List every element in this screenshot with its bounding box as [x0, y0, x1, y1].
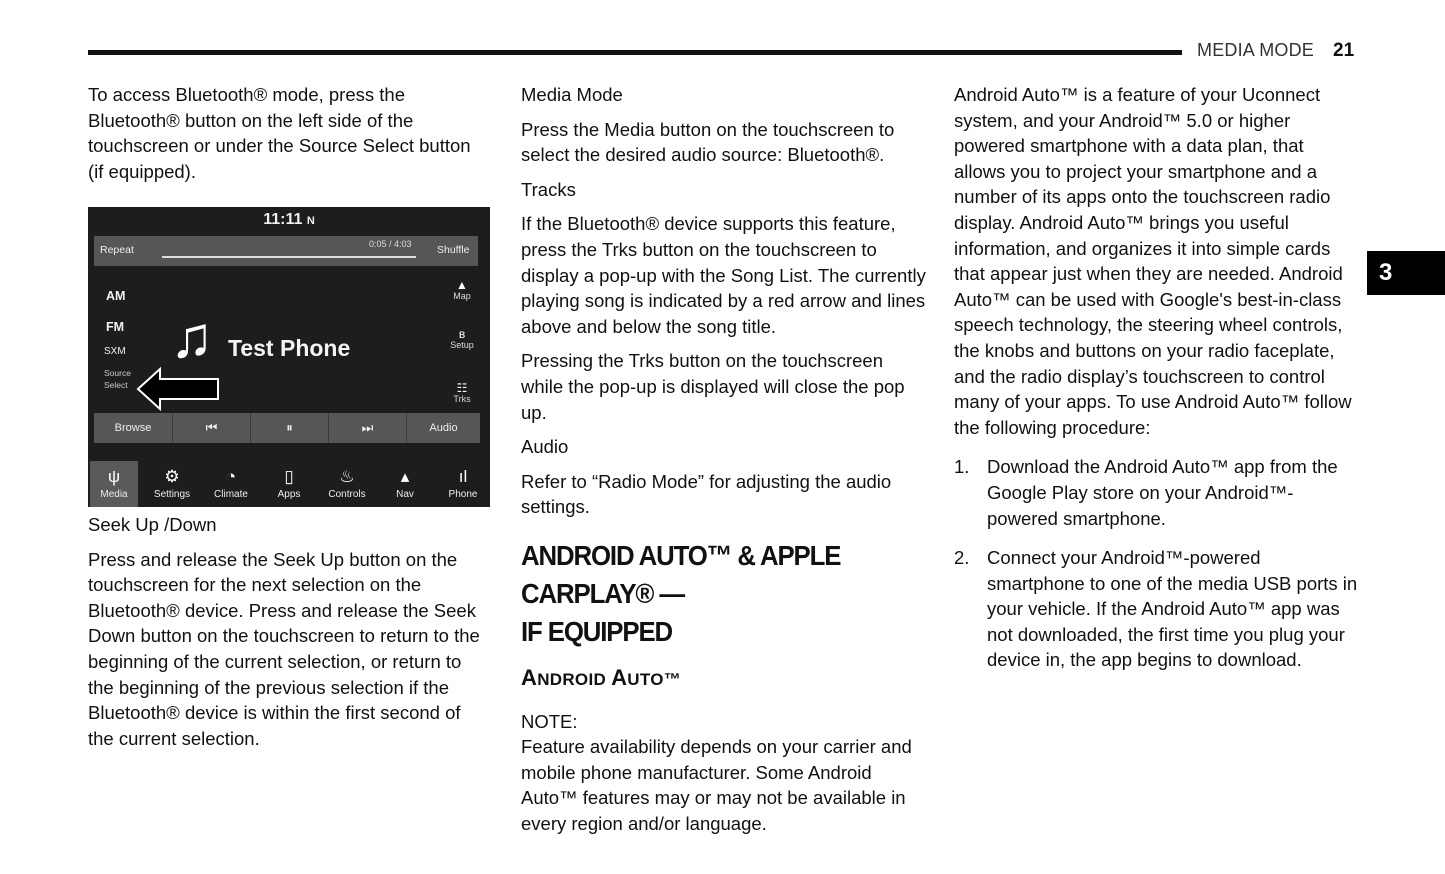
- screen-browse-button: Browse: [114, 422, 152, 434]
- screen-progress-line: [162, 256, 416, 258]
- pause-icon: ⏸: [286, 420, 293, 435]
- screen-source-select-label: Source Select: [104, 368, 131, 390]
- gear-icon: ⚙: [164, 467, 180, 486]
- screen-audio-button: Audio: [429, 422, 458, 434]
- tracks-paragraph: If the Bluetooth® device supports this feature, press the Trks button on the touchscreen to display a pop-up with the Song List. The currently playing song is indicated by a red arrow and lines above and below the song title.: [521, 213, 926, 337]
- procedure-list: [954, 454, 1359, 673]
- screen-trks-button: ☷ Trks: [444, 382, 480, 404]
- screen-nav-settings: ⚙ Settings: [144, 465, 200, 500]
- running-header-section: MEDIA MODE: [1197, 40, 1315, 60]
- list-item: 1. Download the Android Auto™ app from the Google Play store on your Android™-powered smartphone.: [954, 456, 1338, 529]
- column-1-lower: [88, 512, 490, 751]
- screen-setup-button: ʙ Setup: [444, 328, 480, 350]
- screen-track-title: Test Phone: [228, 335, 351, 361]
- screen-nav-nav: ▴ Nav: [377, 465, 433, 500]
- page-number: 21: [1333, 40, 1355, 61]
- screen-progress-bar: [94, 236, 478, 266]
- apps-icon: ▯: [284, 467, 294, 486]
- usb-icon: ψ: [107, 467, 121, 486]
- media-mode-paragraph: Press the Media button on the touchscreen to select the desired audio source: Bluetooth®.: [521, 118, 895, 166]
- seek-heading: Seek Up /Down: [88, 514, 217, 535]
- navigation-icon: ▴: [400, 467, 410, 486]
- audio-paragraph: Refer to “Radio Mode” for adjusting the audio settings.: [521, 470, 892, 518]
- android-auto-intro-paragraph: Android Auto™ is a feature of your Uconnect system, and your Android™ 5.0 or higher powered smartphone with a data plan, that allows you to project your smartphone and a number of its apps onto the touchscreen radio display. Android Auto™ brings you useful information, and organizes it into simple cards that appear just when they are needed. Android Auto™ can be used with Google's best-in-class speech technology, the steering wheel controls, the knobs and buttons on your radio faceplate, and the radio display’s touchscreen to control many of your apps. To use Android Auto™ follow the following procedure:: [954, 84, 1352, 438]
- media-mode-heading: Media Mode: [521, 84, 623, 105]
- column-1: [88, 82, 490, 184]
- android-carplay-section: [521, 537, 926, 837]
- android-auto-subheading: ANDROID AUTO™: [521, 665, 682, 690]
- screen-source-am: AM: [106, 289, 126, 303]
- previous-track-icon: ⏮: [205, 420, 218, 435]
- seek-paragraph: Press and release the Seek Up button on the touchscreen for the next selection on the Bluetooth® device. Press and release the Seek Down button on the touchscreen to return to the beginning of the current selection, or return to the beginning of the previous selection if the Bluetooth® device is within the first second of the current selection.: [88, 548, 480, 749]
- seat-heat-icon: ♨: [339, 467, 355, 486]
- screen-nav-controls: ♨ Controls: [319, 465, 375, 500]
- column-2: [521, 82, 926, 520]
- map-icon: ▲: [456, 278, 468, 292]
- audio-heading: Audio: [521, 436, 569, 458]
- list-icon: ☷: [456, 381, 468, 395]
- bluetooth-access-paragraph: To access Bluetooth® mode, press the Bluetooth® button on the left side of the touchscreen or under the Source Select button (if equipped).: [88, 84, 471, 182]
- chapter-tab: 3: [1367, 251, 1445, 295]
- tracks-heading: Tracks: [521, 178, 576, 200]
- header-rule: [88, 50, 1182, 55]
- tracks-popup-paragraph: Pressing the Trks button on the touchscreen while the pop-up is displayed will close the pop up.: [521, 350, 905, 423]
- screen-nav-phone: ıl Phone: [435, 465, 490, 500]
- pointer-arrow-icon: [136, 367, 220, 411]
- screen-source-sxm: SXM: [104, 346, 126, 357]
- column-3: [954, 82, 1359, 673]
- screen-nav-climate: ◔ Climate: [203, 465, 259, 500]
- note-paragraph: Feature availability depends on your carrier and mobile phone manufacturer. Some Android Auto™ features may or may not be available in every region and/or language.: [521, 736, 912, 834]
- screen-map-button: ▲ Map: [444, 279, 480, 301]
- screen-nav-apps: ▯ Apps: [261, 465, 317, 500]
- climate-icon: ◔: [225, 467, 237, 486]
- radio-screen-figure: [88, 207, 490, 507]
- list-item: 2. Connect your Android™-powered smartphone to one of the media USB ports in your vehicle. If the Android Auto™ app was not downloaded, the first time you plug your device in, the app begins to download.: [954, 547, 1358, 671]
- android-carplay-heading: ANDROID AUTO™ & APPLE CARPLAY® — IF EQUIPPED: [521, 540, 841, 647]
- screen-timecode: 0:05 / 4:03: [369, 239, 412, 249]
- signal-strength-icon: ıl: [458, 467, 468, 486]
- screen-source-fm: FM: [106, 320, 125, 334]
- screen-shuffle-button: Shuffle: [437, 244, 470, 256]
- screen-clock: 11:11 N: [263, 211, 315, 228]
- music-note-icon: ♫: [170, 305, 214, 370]
- screen-nav-media: ψ Media: [88, 465, 142, 500]
- note-label: NOTE:: [521, 710, 578, 732]
- screen-repeat-button: Repeat: [100, 244, 134, 256]
- next-track-icon: ⏭: [361, 420, 374, 435]
- bluetooth-icon: ʙ: [458, 327, 466, 341]
